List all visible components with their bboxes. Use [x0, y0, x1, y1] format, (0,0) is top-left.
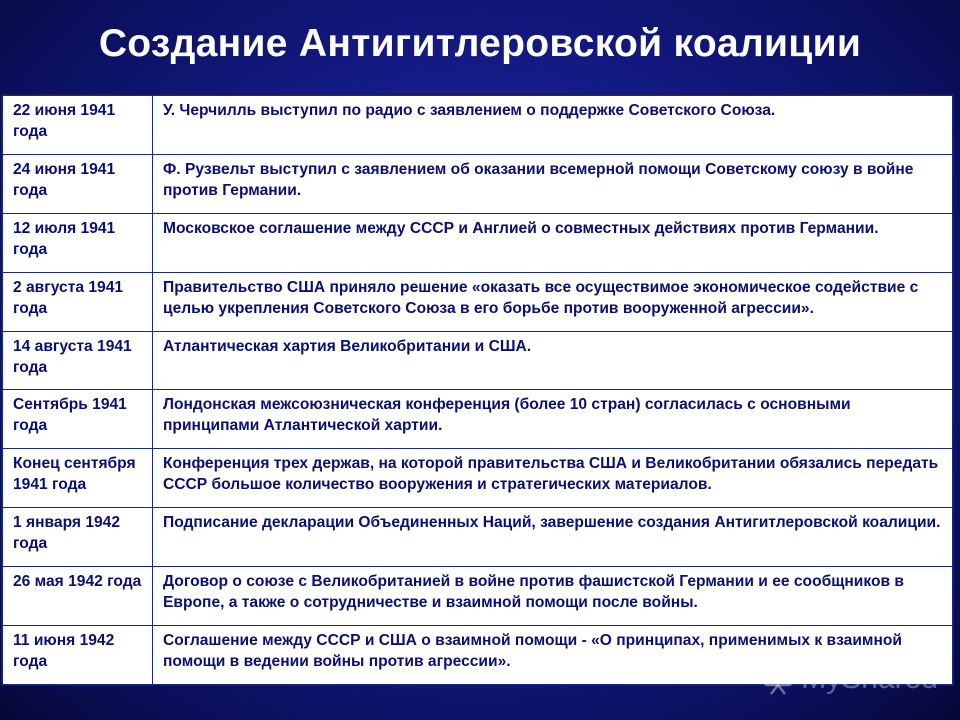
table-row: [3, 154, 953, 213]
event-cell: У. Черчилль выступил по радио с заявлением о поддержке Советского Союза.: [153, 96, 953, 155]
date-cell: 14 августа 1941 года: [3, 331, 153, 390]
date-cell: 11 июня 1942 года: [3, 626, 153, 685]
date-cell: 12 июля 1941 года: [3, 213, 153, 272]
chronology-table: [2, 95, 953, 685]
table-row: [3, 449, 953, 508]
event-cell: Конференция трех держав, на которой правительства США и Великобритании обязались передать СССР большое количество вооружения и стратегических материалов.: [153, 449, 953, 508]
date-cell: 22 июня 1941 года: [3, 96, 153, 155]
table-row: [3, 390, 953, 449]
table-row: [3, 96, 953, 155]
event-cell: Московское соглашение между СССР и Англией о совместных действиях против Германии.: [153, 213, 953, 272]
chronology-table-container: [1, 94, 954, 686]
date-cell: 26 мая 1942 года: [3, 567, 153, 626]
table-row: [3, 626, 953, 685]
date-cell: 1 января 1942 года: [3, 508, 153, 567]
table-row: [3, 213, 953, 272]
table-row: [3, 272, 953, 331]
date-cell: Сентябрь 1941 года: [3, 390, 153, 449]
event-cell: Подписание декларации Объединенных Наций, завершение создания Антигитлеровской коалиции.: [153, 508, 953, 567]
table-row: [3, 567, 953, 626]
event-cell: Соглашение между СССР и США о взаимной помощи - «О принципах, применимых к взаимной помощи в ведении войны против агрессии».: [153, 626, 953, 685]
date-cell: 24 июня 1941 года: [3, 154, 153, 213]
date-cell: Конец сентября 1941 года: [3, 449, 153, 508]
event-cell: Ф. Рузвельт выступил с заявлением об оказании всемерной помощи Советскому союзу в войне против Германии.: [153, 154, 953, 213]
event-cell: Атлантическая хартия Великобритании и США.: [153, 331, 953, 390]
table-row: [3, 331, 953, 390]
table-row: [3, 508, 953, 567]
event-cell: Лондонская межсоюзническая конференция (более 10 стран) согласилась с основными принципами Атлантической хартии.: [153, 390, 953, 449]
slide-title: Создание Антигитлеровской коалиции: [98, 22, 862, 65]
date-cell: 2 августа 1941 года: [3, 272, 153, 331]
event-cell: Договор о союзе с Великобританией в войне против фашистской Германии и ее сообщников в Европе, а также о сотрудничестве и взаимной помощи после войны.: [153, 567, 953, 626]
watermark-text: MyShared: [801, 662, 938, 695]
event-cell: Правительство США приняло решение «оказать все осуществимое экономическое содействие с целью укрепления Советского Союза в его борьбе против вооруженной агрессии».: [153, 272, 953, 331]
